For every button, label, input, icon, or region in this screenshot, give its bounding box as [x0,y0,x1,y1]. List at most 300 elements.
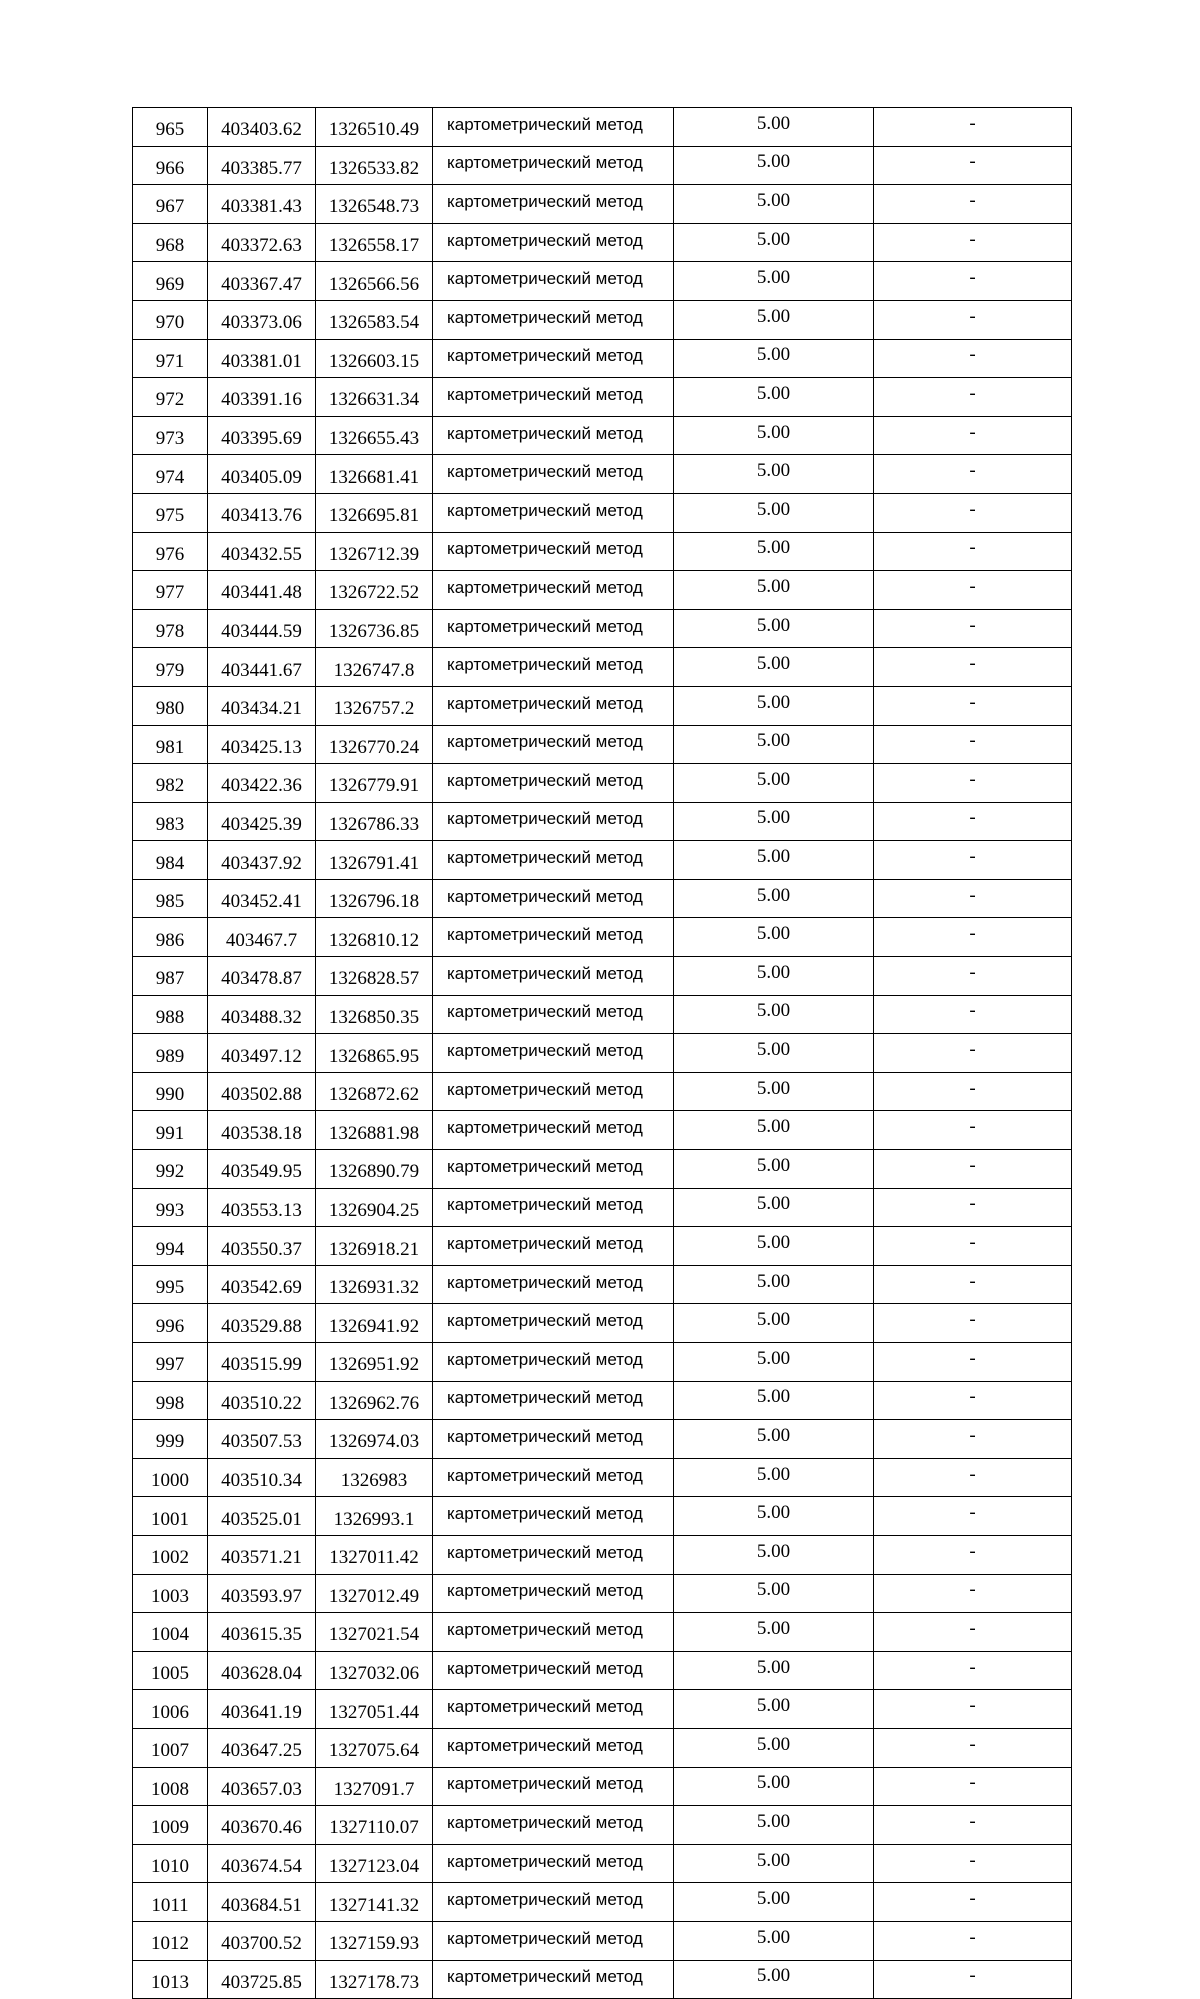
x-coordinate-cell: 403510.34 [208,1458,316,1497]
x-coordinate-cell: 403538.18 [208,1111,316,1150]
x-coordinate-cell: 403405.09 [208,455,316,494]
table-row [133,1304,1072,1343]
x-coordinate-cell: 403542.69 [208,1265,316,1304]
x-coordinate-cell: 403725.85 [208,1960,316,1999]
y-coordinate-cell: 1327011.42 [316,1535,433,1574]
table-row [133,686,1072,725]
description-cell: - [874,879,1072,918]
method-cell: картометрический метод [433,609,674,648]
description-cell: - [874,995,1072,1034]
y-coordinate-cell: 1326786.33 [316,802,433,841]
accuracy-cell: 5.00 [674,455,874,494]
method-cell: картометрический метод [433,1381,674,1420]
y-coordinate-cell: 1327075.64 [316,1728,433,1767]
point-number-cell: 989 [133,1034,208,1073]
accuracy-cell: 5.00 [674,1188,874,1227]
y-coordinate-cell: 1326951.92 [316,1343,433,1382]
method-cell: картометрический метод [433,802,674,841]
accuracy-cell: 5.00 [674,1613,874,1652]
accuracy-cell: 5.00 [674,223,874,262]
description-cell: - [874,493,1072,532]
method-cell: картометрический метод [433,1767,674,1806]
y-coordinate-cell: 1326918.21 [316,1227,433,1266]
accuracy-cell: 5.00 [674,108,874,147]
point-number-cell: 1013 [133,1960,208,1999]
method-cell: картометрический метод [433,185,674,224]
point-number-cell: 979 [133,648,208,687]
y-coordinate-cell: 1327012.49 [316,1574,433,1613]
point-number-cell: 982 [133,764,208,803]
accuracy-cell: 5.00 [674,378,874,417]
description-cell: - [874,571,1072,610]
method-cell: картометрический метод [433,648,674,687]
method-cell: картометрический метод [433,1921,674,1960]
y-coordinate-cell: 1327051.44 [316,1690,433,1729]
method-cell: картометрический метод [433,1034,674,1073]
point-number-cell: 988 [133,995,208,1034]
y-coordinate-cell: 1326548.73 [316,185,433,224]
accuracy-cell: 5.00 [674,725,874,764]
x-coordinate-cell: 403593.97 [208,1574,316,1613]
x-coordinate-cell: 403413.76 [208,493,316,532]
x-coordinate-cell: 403478.87 [208,957,316,996]
point-number-cell: 1005 [133,1651,208,1690]
y-coordinate-cell: 1327178.73 [316,1960,433,1999]
method-cell: картометрический метод [433,879,674,918]
point-number-cell: 1008 [133,1767,208,1806]
y-coordinate-cell: 1326566.56 [316,262,433,301]
table-row [133,725,1072,764]
point-number-cell: 1007 [133,1728,208,1767]
point-number-cell: 1000 [133,1458,208,1497]
accuracy-cell: 5.00 [674,1111,874,1150]
point-number-cell: 978 [133,609,208,648]
accuracy-cell: 5.00 [674,1343,874,1382]
point-number-cell: 996 [133,1304,208,1343]
point-number-cell: 1009 [133,1806,208,1845]
y-coordinate-cell: 1326583.54 [316,300,433,339]
y-coordinate-cell: 1326558.17 [316,223,433,262]
point-number-cell: 998 [133,1381,208,1420]
description-cell: - [874,1188,1072,1227]
x-coordinate-cell: 403367.47 [208,262,316,301]
point-number-cell: 995 [133,1265,208,1304]
accuracy-cell: 5.00 [674,1265,874,1304]
method-cell: картометрический метод [433,378,674,417]
method-cell: картометрический метод [433,1458,674,1497]
table-row [133,1381,1072,1420]
method-cell: картометрический метод [433,1304,674,1343]
y-coordinate-cell: 1326722.52 [316,571,433,610]
description-cell: - [874,1651,1072,1690]
accuracy-cell: 5.00 [674,918,874,957]
x-coordinate-cell: 403467.7 [208,918,316,957]
accuracy-cell: 5.00 [674,571,874,610]
method-cell: картометрический метод [433,686,674,725]
point-number-cell: 971 [133,339,208,378]
point-number-cell: 973 [133,416,208,455]
x-coordinate-cell: 403549.95 [208,1150,316,1189]
accuracy-cell: 5.00 [674,1034,874,1073]
accuracy-cell: 5.00 [674,802,874,841]
description-cell: - [874,223,1072,262]
point-number-cell: 980 [133,686,208,725]
x-coordinate-cell: 403700.52 [208,1921,316,1960]
method-cell: картометрический метод [433,262,674,301]
method-cell: картометрический метод [433,1883,674,1922]
description-cell: - [874,918,1072,957]
table-row [133,1728,1072,1767]
table-row [133,1034,1072,1073]
method-cell: картометрический метод [433,571,674,610]
description-cell: - [874,1883,1072,1922]
method-cell: картометрический метод [433,1265,674,1304]
point-number-cell: 1011 [133,1883,208,1922]
description-cell: - [874,957,1072,996]
x-coordinate-cell: 403674.54 [208,1844,316,1883]
table-row [133,1844,1072,1883]
x-coordinate-cell: 403425.39 [208,802,316,841]
x-coordinate-cell: 403395.69 [208,416,316,455]
table-row [133,1497,1072,1536]
method-cell: картометрический метод [433,1420,674,1459]
description-cell: - [874,1304,1072,1343]
table-row [133,1574,1072,1613]
accuracy-cell: 5.00 [674,339,874,378]
y-coordinate-cell: 1326603.15 [316,339,433,378]
y-coordinate-cell: 1326695.81 [316,493,433,532]
accuracy-cell: 5.00 [674,185,874,224]
table-row [133,879,1072,918]
description-cell: - [874,609,1072,648]
accuracy-cell: 5.00 [674,1497,874,1536]
x-coordinate-cell: 403628.04 [208,1651,316,1690]
point-number-cell: 999 [133,1420,208,1459]
table-row [133,185,1072,224]
y-coordinate-cell: 1326631.34 [316,378,433,417]
method-cell: картометрический метод [433,1343,674,1382]
table-row [133,1806,1072,1845]
method-cell: картометрический метод [433,1574,674,1613]
description-cell: - [874,1960,1072,1999]
description-cell: - [874,1111,1072,1150]
method-cell: картометрический метод [433,1072,674,1111]
accuracy-cell: 5.00 [674,493,874,532]
table-row [133,1072,1072,1111]
x-coordinate-cell: 403422.36 [208,764,316,803]
y-coordinate-cell: 1326983 [316,1458,433,1497]
x-coordinate-cell: 403403.62 [208,108,316,147]
y-coordinate-cell: 1326828.57 [316,957,433,996]
accuracy-cell: 5.00 [674,1458,874,1497]
y-coordinate-cell: 1326796.18 [316,879,433,918]
method-cell: картометрический метод [433,1535,674,1574]
x-coordinate-cell: 403425.13 [208,725,316,764]
point-number-cell: 975 [133,493,208,532]
method-cell: картометрический метод [433,1651,674,1690]
point-number-cell: 997 [133,1343,208,1382]
point-number-cell: 976 [133,532,208,571]
y-coordinate-cell: 1326655.43 [316,416,433,455]
point-number-cell: 983 [133,802,208,841]
accuracy-cell: 5.00 [674,532,874,571]
x-coordinate-cell: 403657.03 [208,1767,316,1806]
table-row [133,1883,1072,1922]
y-coordinate-cell: 1326510.49 [316,108,433,147]
accuracy-cell: 5.00 [674,957,874,996]
method-cell: картометрический метод [433,146,674,185]
accuracy-cell: 5.00 [674,1304,874,1343]
x-coordinate-cell: 403529.88 [208,1304,316,1343]
description-cell: - [874,146,1072,185]
table-row [133,1458,1072,1497]
x-coordinate-cell: 403497.12 [208,1034,316,1073]
accuracy-cell: 5.00 [674,1381,874,1420]
x-coordinate-cell: 403391.16 [208,378,316,417]
method-cell: картометрический метод [433,1728,674,1767]
x-coordinate-cell: 403381.43 [208,185,316,224]
y-coordinate-cell: 1326533.82 [316,146,433,185]
x-coordinate-cell: 403372.63 [208,223,316,262]
method-cell: картометрический метод [433,918,674,957]
method-cell: картометрический метод [433,1844,674,1883]
table-row [133,1420,1072,1459]
description-cell: - [874,339,1072,378]
point-number-cell: 1003 [133,1574,208,1613]
point-number-cell: 994 [133,1227,208,1266]
y-coordinate-cell: 1326810.12 [316,918,433,957]
coordinates-table [132,107,1072,1999]
description-cell: - [874,1613,1072,1652]
point-number-cell: 974 [133,455,208,494]
x-coordinate-cell: 403432.55 [208,532,316,571]
point-number-cell: 987 [133,957,208,996]
method-cell: картометрический метод [433,223,674,262]
point-number-cell: 1006 [133,1690,208,1729]
y-coordinate-cell: 1327110.07 [316,1806,433,1845]
method-cell: картометрический метод [433,995,674,1034]
point-number-cell: 969 [133,262,208,301]
description-cell: - [874,1767,1072,1806]
x-coordinate-cell: 403515.99 [208,1343,316,1382]
point-number-cell: 992 [133,1150,208,1189]
x-coordinate-cell: 403684.51 [208,1883,316,1922]
accuracy-cell: 5.00 [674,764,874,803]
x-coordinate-cell: 403452.41 [208,879,316,918]
y-coordinate-cell: 1326791.41 [316,841,433,880]
method-cell: картометрический метод [433,1613,674,1652]
x-coordinate-cell: 403571.21 [208,1535,316,1574]
y-coordinate-cell: 1326872.62 [316,1072,433,1111]
x-coordinate-cell: 403381.01 [208,339,316,378]
method-cell: картометрический метод [433,1227,674,1266]
method-cell: картометрический метод [433,1960,674,1999]
table-row [133,1535,1072,1574]
description-cell: - [874,455,1072,494]
x-coordinate-cell: 403525.01 [208,1497,316,1536]
table-row [133,609,1072,648]
point-number-cell: 972 [133,378,208,417]
description-cell: - [874,1535,1072,1574]
y-coordinate-cell: 1327032.06 [316,1651,433,1690]
accuracy-cell: 5.00 [674,1150,874,1189]
table-row [133,1343,1072,1382]
method-cell: картометрический метод [433,764,674,803]
table-row [133,918,1072,957]
y-coordinate-cell: 1327123.04 [316,1844,433,1883]
table-row [133,841,1072,880]
point-number-cell: 965 [133,108,208,147]
description-cell: - [874,725,1072,764]
y-coordinate-cell: 1326770.24 [316,725,433,764]
accuracy-cell: 5.00 [674,1844,874,1883]
method-cell: картометрический метод [433,725,674,764]
x-coordinate-cell: 403550.37 [208,1227,316,1266]
y-coordinate-cell: 1327091.7 [316,1767,433,1806]
description-cell: - [874,1497,1072,1536]
x-coordinate-cell: 403553.13 [208,1188,316,1227]
y-coordinate-cell: 1326962.76 [316,1381,433,1420]
table-row [133,1690,1072,1729]
x-coordinate-cell: 403385.77 [208,146,316,185]
accuracy-cell: 5.00 [674,686,874,725]
accuracy-cell: 5.00 [674,648,874,687]
table-row [133,1111,1072,1150]
point-number-cell: 991 [133,1111,208,1150]
accuracy-cell: 5.00 [674,300,874,339]
accuracy-cell: 5.00 [674,1728,874,1767]
method-cell: картометрический метод [433,1111,674,1150]
table-row [133,455,1072,494]
x-coordinate-cell: 403441.48 [208,571,316,610]
description-cell: - [874,262,1072,301]
method-cell: картометрический метод [433,1150,674,1189]
table-row [133,802,1072,841]
description-cell: - [874,1806,1072,1845]
y-coordinate-cell: 1326931.32 [316,1265,433,1304]
table-row [133,764,1072,803]
description-cell: - [874,841,1072,880]
description-cell: - [874,764,1072,803]
point-number-cell: 993 [133,1188,208,1227]
description-cell: - [874,378,1072,417]
description-cell: - [874,1381,1072,1420]
y-coordinate-cell: 1327159.93 [316,1921,433,1960]
point-number-cell: 968 [133,223,208,262]
description-cell: - [874,1150,1072,1189]
table-row [133,1227,1072,1266]
x-coordinate-cell: 403434.21 [208,686,316,725]
x-coordinate-cell: 403647.25 [208,1728,316,1767]
method-cell: картометрический метод [433,1497,674,1536]
method-cell: картометрический метод [433,957,674,996]
point-number-cell: 1002 [133,1535,208,1574]
table-row [133,1613,1072,1652]
accuracy-cell: 5.00 [674,609,874,648]
point-number-cell: 966 [133,146,208,185]
description-cell: - [874,1574,1072,1613]
table-row [133,146,1072,185]
y-coordinate-cell: 1326941.92 [316,1304,433,1343]
method-cell: картометрический метод [433,455,674,494]
table-row [133,1960,1072,1999]
table-row [133,416,1072,455]
method-cell: картометрический метод [433,108,674,147]
description-cell: - [874,1072,1072,1111]
accuracy-cell: 5.00 [674,146,874,185]
point-number-cell: 986 [133,918,208,957]
table-row [133,648,1072,687]
table-row [133,1921,1072,1960]
table-row [133,571,1072,610]
accuracy-cell: 5.00 [674,1767,874,1806]
accuracy-cell: 5.00 [674,262,874,301]
y-coordinate-cell: 1327141.32 [316,1883,433,1922]
y-coordinate-cell: 1326904.25 [316,1188,433,1227]
method-cell: картометрический метод [433,841,674,880]
accuracy-cell: 5.00 [674,841,874,880]
y-coordinate-cell: 1326712.39 [316,532,433,571]
table-row [133,223,1072,262]
table-row [133,108,1072,147]
table-row [133,957,1072,996]
y-coordinate-cell: 1326993.1 [316,1497,433,1536]
table-row [133,1150,1072,1189]
accuracy-cell: 5.00 [674,1883,874,1922]
method-cell: картометрический метод [433,1690,674,1729]
description-cell: - [874,1690,1072,1729]
description-cell: - [874,416,1072,455]
point-number-cell: 1010 [133,1844,208,1883]
description-cell: - [874,1343,1072,1382]
table-row [133,1651,1072,1690]
table-row [133,493,1072,532]
table-row [133,1767,1072,1806]
x-coordinate-cell: 403641.19 [208,1690,316,1729]
accuracy-cell: 5.00 [674,1227,874,1266]
y-coordinate-cell: 1326757.2 [316,686,433,725]
description-cell: - [874,1227,1072,1266]
point-number-cell: 984 [133,841,208,880]
description-cell: - [874,648,1072,687]
y-coordinate-cell: 1326850.35 [316,995,433,1034]
point-number-cell: 985 [133,879,208,918]
point-number-cell: 981 [133,725,208,764]
description-cell: - [874,1034,1072,1073]
y-coordinate-cell: 1326779.91 [316,764,433,803]
description-cell: - [874,1844,1072,1883]
description-cell: - [874,532,1072,571]
x-coordinate-cell: 403441.67 [208,648,316,687]
table-row [133,1265,1072,1304]
y-coordinate-cell: 1326681.41 [316,455,433,494]
y-coordinate-cell: 1326736.85 [316,609,433,648]
y-coordinate-cell: 1326747.8 [316,648,433,687]
description-cell: - [874,300,1072,339]
y-coordinate-cell: 1326890.79 [316,1150,433,1189]
x-coordinate-cell: 403670.46 [208,1806,316,1845]
method-cell: картометрический метод [433,1806,674,1845]
description-cell: - [874,686,1072,725]
accuracy-cell: 5.00 [674,995,874,1034]
x-coordinate-cell: 403488.32 [208,995,316,1034]
accuracy-cell: 5.00 [674,1072,874,1111]
table-row [133,1188,1072,1227]
accuracy-cell: 5.00 [674,1921,874,1960]
description-cell: - [874,1265,1072,1304]
accuracy-cell: 5.00 [674,1960,874,1999]
y-coordinate-cell: 1326865.95 [316,1034,433,1073]
